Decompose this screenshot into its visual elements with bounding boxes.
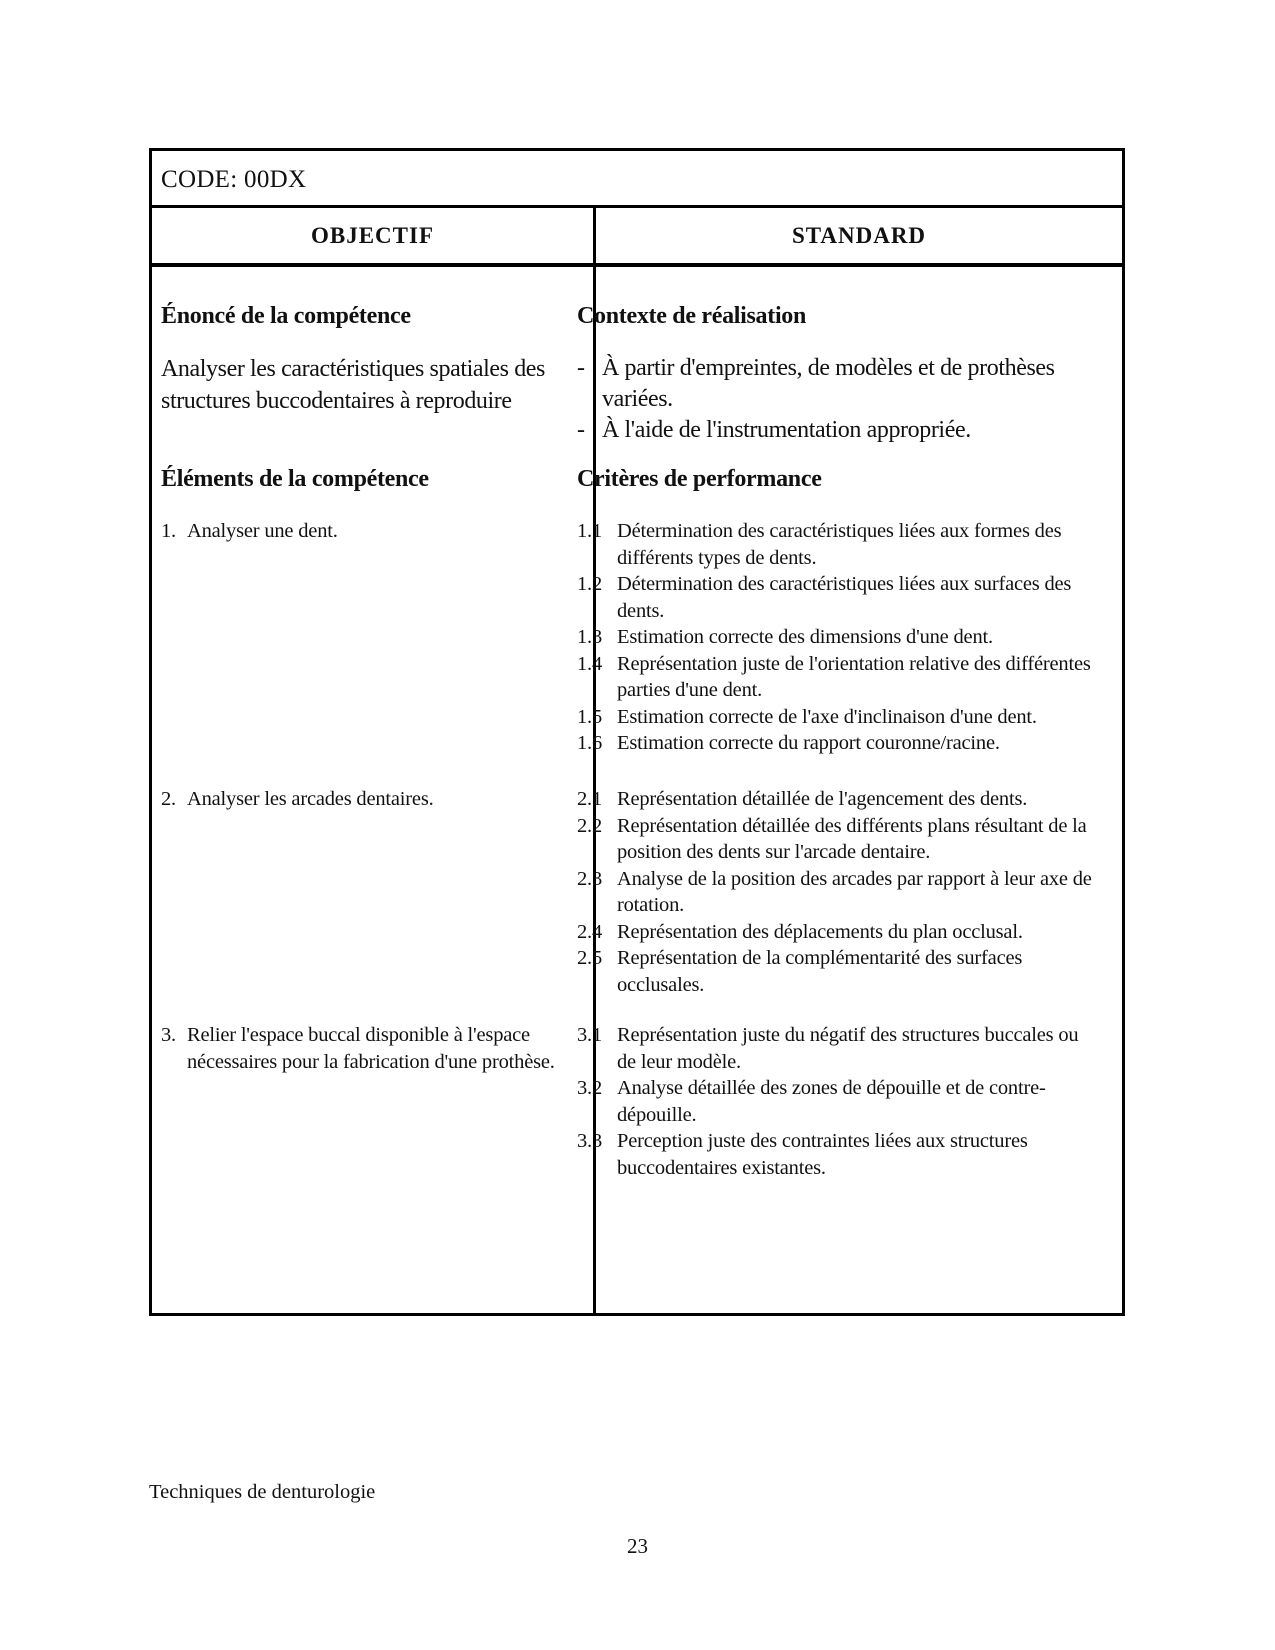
element-3 (161, 1022, 563, 1075)
criterion-item: 2.2 Représentation détaillée des différents plans résultant de la position des dents sur l'arcade dentaire. (577, 814, 1087, 863)
element-number: 1. (161, 520, 176, 542)
element-2 (161, 786, 561, 813)
criteria-group-3 (577, 1022, 1092, 1181)
footer-title: Techniques de denturologie (149, 1481, 376, 1503)
enonce-title: Énoncé de la compétence (161, 303, 411, 329)
criterion-item: 1.1 Détermination des caractéristiques liées aux formes des différents types de dents. (577, 520, 1062, 569)
competence-table (149, 148, 1125, 1316)
page-number: 23 (627, 1534, 648, 1558)
element-text: Analyser les arcades dentaires. (187, 788, 434, 810)
enonce-text: Analyser les caractéristiques spatiales des structures buccodentaires à reproduire (161, 356, 545, 414)
criterion-item: 1.5 Estimation correcte de l'axe d'inclinaison d'une dent. (577, 705, 1037, 728)
criterion-item: 3.3 Perception juste des contraintes liées aux structures buccodentaires existantes. (577, 1130, 1028, 1179)
criterion-item: 2.5 Représentation de la complémentarité des surfaces occlusales. (577, 947, 1023, 996)
criterion-item: 1.2 Détermination des caractéristiques liées aux surfaces des dents. (577, 573, 1072, 622)
element-text: Analyser une dent. (187, 520, 338, 542)
criterion-item: 1.3 Estimation correcte des dimensions d'une dent. (577, 626, 993, 648)
code-label: CODE: 00DX (152, 151, 1122, 208)
criteria-group-2 (577, 786, 1092, 998)
element-number: 3. (161, 1024, 176, 1046)
contexte-item: - À l'aide de l'instrumentation appropriée. (577, 415, 1087, 446)
contexte-item-text: À partir d'empreintes, de modèles et de prothèses variées. (602, 355, 1055, 412)
contexte-item: - À partir d'empreintes, de modèles et de prothèses variées. (577, 353, 1087, 415)
contexte-title: Contexte de réalisation (577, 303, 807, 329)
criterion-item: 2.4 Représentation des déplacements du plan occlusal. (577, 920, 1023, 943)
criterion-item: 3.1 Représentation juste du négatif des structures buccales ou de leur modèle. (577, 1024, 1079, 1073)
criterion-item: 3.2 Analyse détaillée des zones de dépouille et de contre-dépouille. (577, 1077, 1046, 1126)
criteria-group-1 (577, 518, 1092, 757)
contexte-list (577, 353, 1087, 446)
standard-header: STANDARD (791, 223, 927, 248)
criteres-title: Critères de performance (577, 466, 822, 492)
objectif-header: OBJECTIF (310, 223, 435, 248)
criterion-item: 2.3 Analyse de la position des arcades par rapport à leur axe de rotation. (577, 867, 1092, 916)
elements-title: Éléments de la compétence (161, 466, 429, 492)
criterion-item: 1.4 Représentation juste de l'orientation relative des différentes parties d'une dent. (577, 652, 1091, 701)
contexte-item-text: À l'aide de l'instrumentation appropriée. (602, 417, 971, 443)
criterion-item: 1.6 Estimation correcte du rapport couronne/racine. (577, 732, 1000, 754)
element-text: Relier l'espace buccal disponible à l'espace nécessaires pour la fabrication d'une prothèse. (187, 1024, 555, 1073)
element-number: 2. (161, 788, 176, 810)
criterion-item: 2.1 Représentation détaillée de l'agencement des dents. (577, 788, 1028, 810)
element-1 (161, 518, 561, 545)
